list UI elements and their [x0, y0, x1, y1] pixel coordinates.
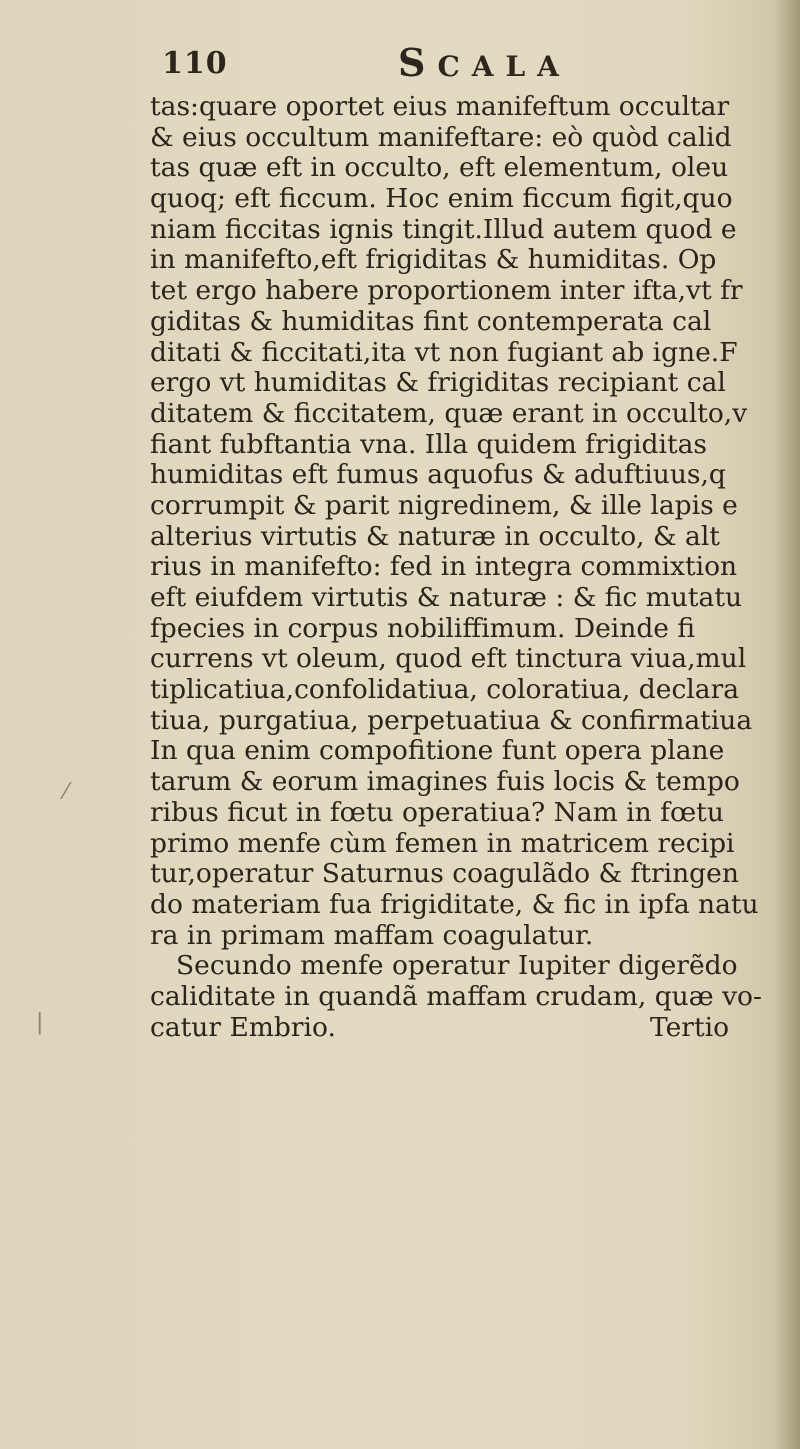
text-line: fpecies in corpus nobiliffimum. Deinde fi [150, 612, 696, 644]
text-line: humiditas eft fumus aquofus & aduftiuus,q [150, 459, 726, 491]
text-line: eft eiufdem virtutis & naturæ : & fic mutatu [150, 582, 743, 613]
text-line: quoq; eft ficcum. Hoc enim ficcum figit,quo [150, 183, 733, 215]
text-line: tur,operatur Saturnus coagulãdo & ftringen [150, 858, 739, 890]
text-line: tas quæ eft in occulto, eft elementum, oleu [150, 152, 729, 184]
text-line: rius in manifefto: fed in integra commixtion [150, 551, 738, 583]
text-line: ergo vt humiditas & frigiditas recipiant cal [150, 367, 726, 399]
text-line: ditati & ficcitati,ita vt non fugiant ab igne.F [150, 336, 738, 368]
text-line: currens vt oleum, quod eft tinctura viua,mul [150, 643, 747, 675]
catchword: Tertio [650, 1011, 730, 1043]
text-line: giditas & humiditas fint contemperata cal [150, 305, 712, 337]
folio-number: 110 [162, 46, 228, 81]
text-line: niam ficcitas ignis tingit.Illud autem quod e [150, 213, 737, 245]
page-gutter-shadow [774, 0, 800, 1449]
text-line: tiplicatiua,confolidatiua, coloratiua, declara [150, 674, 740, 706]
text-line: corrumpit & parit nigredinem, & ille lapis e [150, 489, 738, 521]
text-line: & eius occultum manifeftare: eò quòd calid [150, 121, 732, 153]
paragraph-start-line: Secundo menfe operatur Iupiter digerẽdo [176, 950, 738, 982]
text-line: in manifefto,eft frigiditas & humiditas. Op [150, 244, 717, 276]
text-line: tiua, purgatiua, perpetuatiua & confirmatiua [150, 704, 753, 736]
text-line: ditatem & ficcitatem, quæ erant in occulto,v [150, 397, 748, 429]
running-head-rest: CALA [437, 50, 571, 83]
margin-pen-mark: | [36, 1010, 44, 1035]
main-text [150, 92, 768, 1043]
text-line: tet ergo habere proportionem inter ifta,vt fr [150, 275, 743, 307]
text-line: In qua enim compofitione funt opera plane [150, 735, 725, 767]
text-line: ra in primam maffam coagulatur. [150, 919, 594, 951]
text-line: ribus ficut in fœtu operatiua? Nam in fœtu [150, 796, 724, 828]
text-line: alterius virtutis & naturæ in occulto, & alt [150, 520, 720, 552]
running-head [398, 40, 571, 85]
text-line: caliditate in quandã maffam crudam, quæ vo- [150, 980, 762, 1012]
text-line: tas:quare oportet eius manifeftum occultar [150, 92, 730, 122]
running-head-initial: S [398, 40, 438, 85]
margin-pen-mark: ⁄ [64, 780, 68, 805]
last-line-text: catur Embrio. [150, 1011, 336, 1043]
page-header [0, 40, 800, 96]
text-line: do materiam fua frigiditate, & fic in ipfa natu [150, 888, 759, 920]
text-line: fiant fubftantia vna. Illa quidem frigiditas [150, 428, 708, 460]
last-line [150, 1013, 768, 1044]
text-line: tarum & eorum imagines fuis locis & tempo [150, 766, 740, 798]
text-line: primo menfe cùm femen in matricem recipi [150, 827, 735, 859]
